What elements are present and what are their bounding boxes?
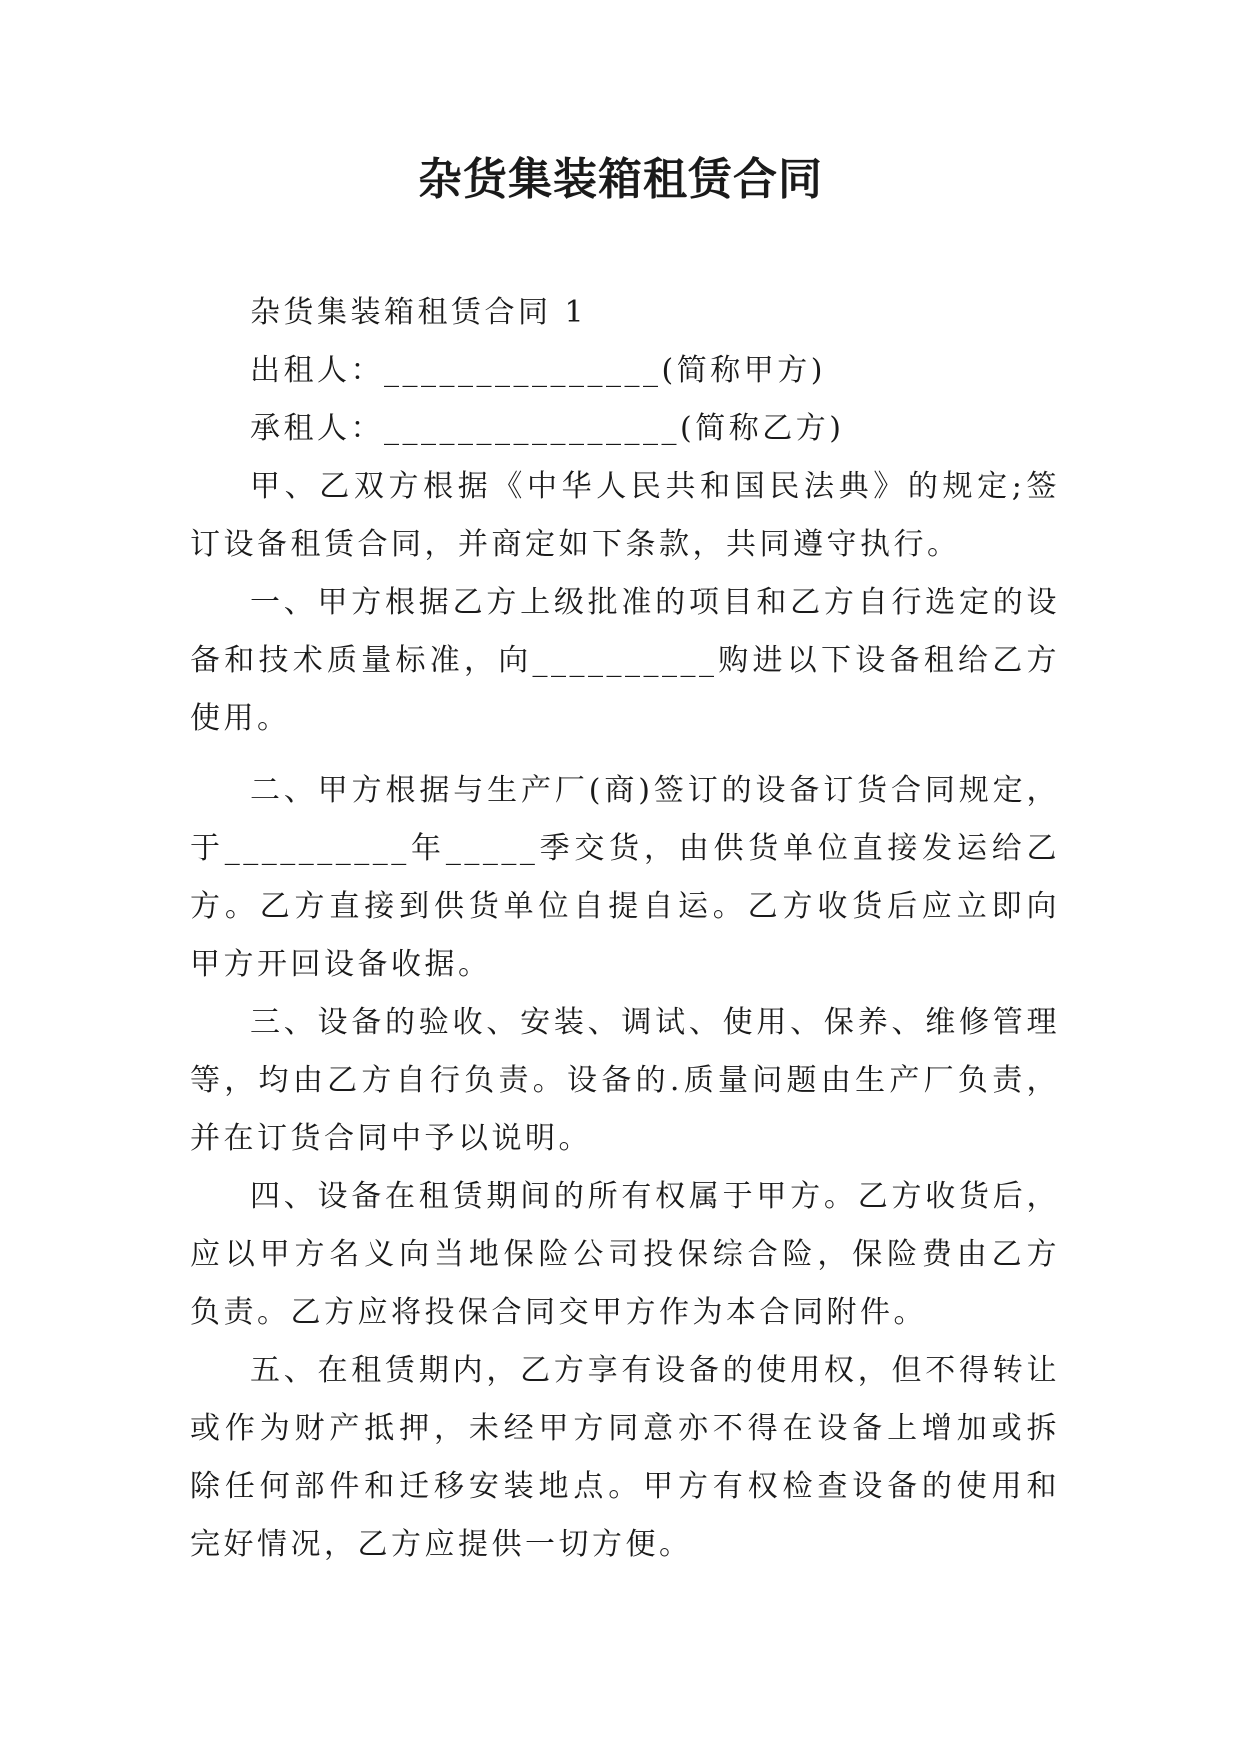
lessor-line: 出租人：_______________(简称甲方) [250, 353, 826, 388]
clause-1: 一、甲方根据乙方上级批准的项目和乙方自行选定的设备和技术质量标准，向__________购进以下设备租给乙方使用。 [190, 585, 1060, 736]
clause-5: 五、在租赁期内，乙方享有设备的使用权，但不得转让或作为财产抵押，未经甲方同意亦不得在设备上增加或拆除任何部件和迁移安装地点。甲方有权检查设备的使用和完好情况，乙方应提供一切方便。 [190, 1353, 1060, 1562]
lessee-line: 承租人：________________(简称乙方) [250, 411, 845, 446]
preamble-paragraph: 甲、乙双方根据《中华人民共和国民法典》的规定;签订设备租赁合同，并商定如下条款，共同遵守执行。 [190, 469, 1060, 562]
clause-4: 四、设备在租赁期间的所有权属于甲方。乙方收货后，应以甲方名义向当地保险公司投保综合险，保险费由乙方负责。乙方应将投保合同交甲方作为本合同附件。 [190, 1179, 1060, 1330]
document-body [190, 284, 1060, 1574]
contract-subtitle: 杂货集装箱租赁合同 1 [250, 295, 588, 330]
clause-2: 二、甲方根据与生产厂(商)签订的设备订货合同规定，于__________年_____季交货，由供货单位直接发运给乙方。乙方直接到供货单位自提自运。乙方收货后应立即向甲方开回设备收据。 [190, 773, 1060, 982]
document-title: 杂货集装箱租赁合同 [418, 154, 823, 205]
clause-3: 三、设备的验收、安装、调试、使用、保养、维修管理等，均由乙方自行负责。设备的.质量问题由生产厂负责，并在订货合同中予以说明。 [190, 1005, 1060, 1156]
